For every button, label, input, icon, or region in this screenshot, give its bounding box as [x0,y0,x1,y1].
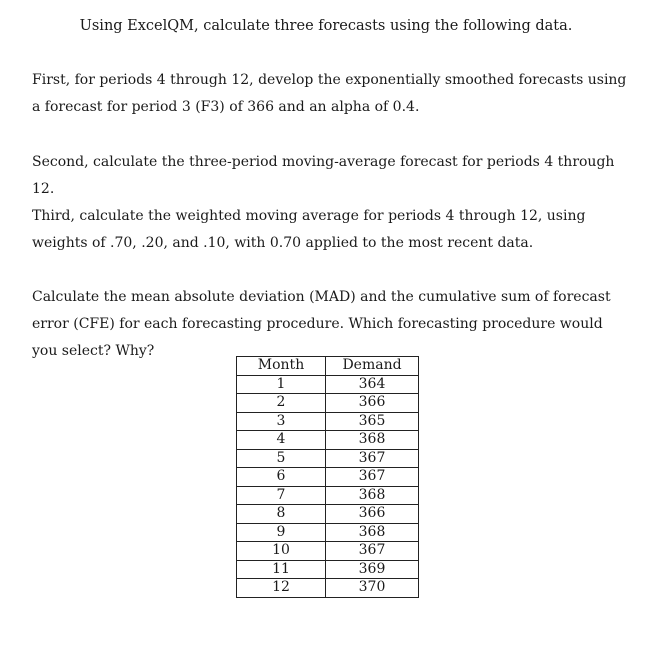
column-header-demand: Demand [326,357,419,376]
table-row [237,579,419,598]
table-row [237,412,419,431]
column-header-month: Month [237,357,326,376]
table-row [237,523,419,542]
month-cell: 2 [237,394,326,413]
month-cell: 5 [237,449,326,468]
month-cell: 9 [237,523,326,542]
table-row [237,468,419,487]
demand-cell: 369 [326,560,419,579]
table-header-row [237,357,419,376]
instruction-paragraph-exponential-smoothing: First, for periods 4 through 12, develop the exponentially smoothed forecasts using a forecast for period 3 (F3) of 366 and an alpha of 0.4. [32,72,627,115]
month-cell: 12 [237,579,326,598]
table-row [237,394,419,413]
month-cell: 1 [237,375,326,394]
month-cell: 4 [237,431,326,450]
month-cell: 11 [237,560,326,579]
demand-cell: 364 [326,375,419,394]
demand-cell: 365 [326,412,419,431]
page-title: Using ExcelQM, calculate three forecasts using the following data. [79,18,573,34]
demand-cell: 368 [326,523,419,542]
instruction-paragraph-moving-average: Second, calculate the three-period moving-average forecast for periods 4 through 12. [32,154,615,197]
demand-cell: 367 [326,468,419,487]
table-row [237,560,419,579]
table-row [237,542,419,561]
table-row [237,486,419,505]
table-row [237,449,419,468]
table-row [237,431,419,450]
month-cell: 6 [237,468,326,487]
table-row [237,505,419,524]
demand-cell: 368 [326,486,419,505]
demand-table [236,356,419,598]
demand-cell: 367 [326,449,419,468]
demand-cell: 366 [326,505,419,524]
demand-cell: 370 [326,579,419,598]
month-cell: 8 [237,505,326,524]
table-row [237,375,419,394]
instruction-paragraph-weighted-moving-average: Third, calculate the weighted moving average for periods 4 through 12, using weights of .70, .20, and .10, with 0.70 applied to the most recent data. [32,208,586,251]
demand-cell: 368 [326,431,419,450]
instruction-paragraph-mad-cfe: Calculate the mean absolute deviation (MAD) and the cumulative sum of forecast error (CFE) for each forecasting procedure. Which forecasting procedure would you select? Why? [32,289,611,359]
demand-cell: 366 [326,394,419,413]
demand-cell: 367 [326,542,419,561]
month-cell: 3 [237,412,326,431]
month-cell: 10 [237,542,326,561]
month-cell: 7 [237,486,326,505]
